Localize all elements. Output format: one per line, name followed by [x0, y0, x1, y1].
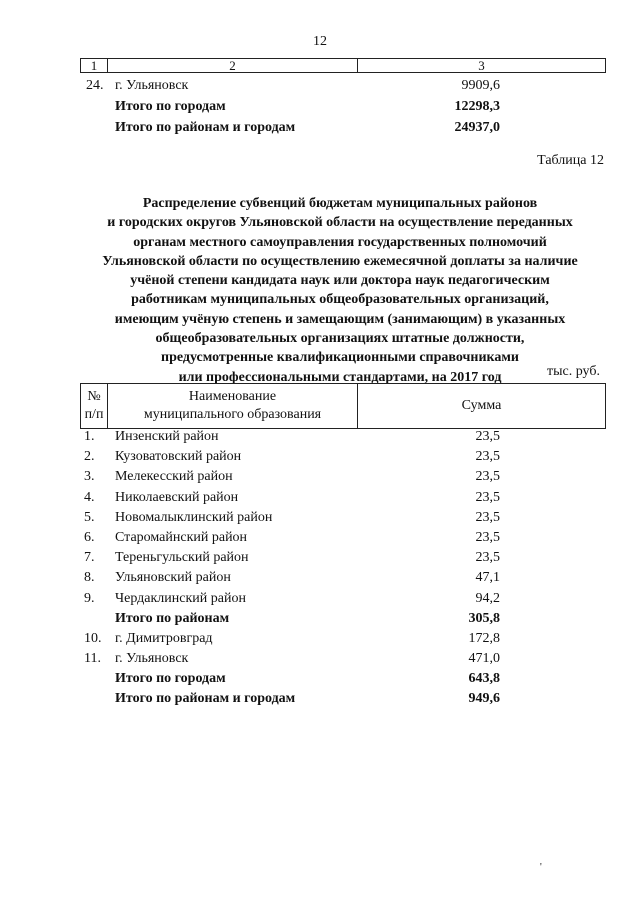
title-line: общеобразовательных организациях штатные должности, — [155, 331, 525, 347]
title-line: предусмотренные квалификационными справочниками — [161, 350, 519, 366]
row-number: 3. — [84, 469, 95, 485]
table-row — [80, 99, 606, 120]
title-line: Ульяновской области по осуществлению ежемесячной доплаты за наличие — [102, 253, 578, 269]
header-number-abbr: п/п — [84, 407, 104, 422]
title-line: учёной степени кандидата наук или доктора наук педагогическим — [130, 273, 550, 289]
row-name: Итого по городам — [115, 99, 226, 114]
footer-mark: ' — [540, 862, 542, 873]
row-number: 5. — [84, 509, 95, 525]
table-row — [80, 78, 606, 99]
row-value: 172,8 — [468, 630, 500, 646]
table-row — [80, 428, 606, 448]
header-name-line-2: муниципального образования — [143, 407, 322, 422]
title-line: или профессиональными стандартами, на 2017 год — [178, 369, 502, 385]
table-label: Таблица 12 — [537, 153, 604, 168]
header-number-symbol: № — [87, 389, 101, 404]
table-row — [80, 610, 606, 630]
table-row — [80, 509, 606, 529]
row-number: 4. — [84, 489, 95, 505]
row-name: Итого по районам и городам — [115, 691, 296, 707]
row-number: 7. — [84, 550, 95, 566]
row-value: 23,5 — [475, 509, 500, 525]
continuation-table-header — [80, 58, 606, 73]
row-name: Мелекесский район — [115, 469, 233, 485]
row-number: 9. — [84, 590, 95, 606]
row-value: 471,0 — [468, 651, 500, 667]
page-number: 12 — [313, 34, 327, 49]
column-header-3: 3 — [478, 58, 485, 73]
header-name-line-1: Наименование — [188, 389, 277, 404]
row-number: 24. — [86, 78, 104, 93]
title-line: имеющим учёную степень и замещающим (занимающим) в указанных — [114, 311, 566, 327]
document-title — [60, 194, 620, 387]
row-number: 6. — [84, 529, 95, 545]
row-name: Чердаклинский район — [115, 590, 246, 606]
row-value: 23,5 — [475, 550, 500, 566]
row-value: 23,5 — [475, 469, 500, 485]
table-row — [80, 489, 606, 509]
row-name: г. Ульяновск — [115, 78, 189, 93]
title-line: работникам муниципальных общеобразовательных организаций, — [131, 292, 549, 308]
row-name: Тереньгульский район — [115, 550, 249, 566]
table-row — [80, 690, 606, 710]
table-row — [80, 670, 606, 690]
continuation-table-body — [80, 78, 606, 141]
main-table-header — [80, 383, 606, 429]
header-number — [81, 384, 108, 428]
row-name: Кузоватовский район — [115, 449, 242, 465]
title-line: органам местного самоуправления государственных полномочий — [133, 234, 547, 250]
table-row — [80, 630, 606, 650]
row-name: Итого по районам и городам — [115, 120, 296, 135]
row-name: Инзенский район — [115, 429, 219, 444]
title-line: Распределение субвенций бюджетам муниципальных районов — [142, 196, 538, 211]
row-value: 12298,3 — [454, 99, 500, 114]
row-name: Итого по районам — [115, 610, 230, 626]
row-name: Ульяновский район — [115, 570, 231, 586]
row-value: 949,6 — [468, 691, 500, 707]
title-line: и городских округов Ульяновской области на осуществление переданных — [107, 215, 573, 231]
row-value: 23,5 — [475, 429, 500, 444]
row-value: 24937,0 — [454, 120, 500, 135]
row-value: 23,5 — [475, 529, 500, 545]
row-value: 23,5 — [475, 489, 500, 505]
column-header-1: 1 — [81, 59, 108, 72]
table-row — [80, 120, 606, 141]
row-value: 47,1 — [475, 570, 500, 586]
table-row — [80, 448, 606, 468]
row-value: 305,8 — [468, 610, 500, 626]
row-value: 94,2 — [475, 590, 500, 606]
row-value: 23,5 — [475, 449, 500, 465]
row-name: Николаевский район — [115, 489, 239, 505]
table-row — [80, 569, 606, 589]
main-table-body — [80, 428, 606, 711]
row-number: 8. — [84, 570, 95, 586]
row-number: 10. — [84, 630, 102, 646]
header-sum: Сумма — [461, 398, 502, 413]
table-row — [80, 468, 606, 488]
table-row — [80, 529, 606, 549]
table-row — [80, 549, 606, 569]
table-row — [80, 590, 606, 610]
table-row — [80, 650, 606, 670]
header-name — [108, 384, 358, 428]
row-number: 2. — [84, 449, 95, 465]
column-header-2: 2 — [108, 59, 358, 72]
row-value: 9909,6 — [461, 78, 500, 93]
row-name: г. Димитровград — [115, 630, 213, 646]
row-name: Итого по городам — [115, 671, 226, 687]
row-number: 11. — [84, 651, 101, 667]
row-name: Старомайнский район — [115, 529, 248, 545]
row-name: Новомалыклинский район — [115, 509, 273, 525]
row-name: г. Ульяновск — [115, 651, 189, 667]
row-number: 1. — [84, 429, 95, 444]
units-label: тыс. руб. — [547, 364, 600, 379]
row-value: 643,8 — [468, 671, 500, 687]
